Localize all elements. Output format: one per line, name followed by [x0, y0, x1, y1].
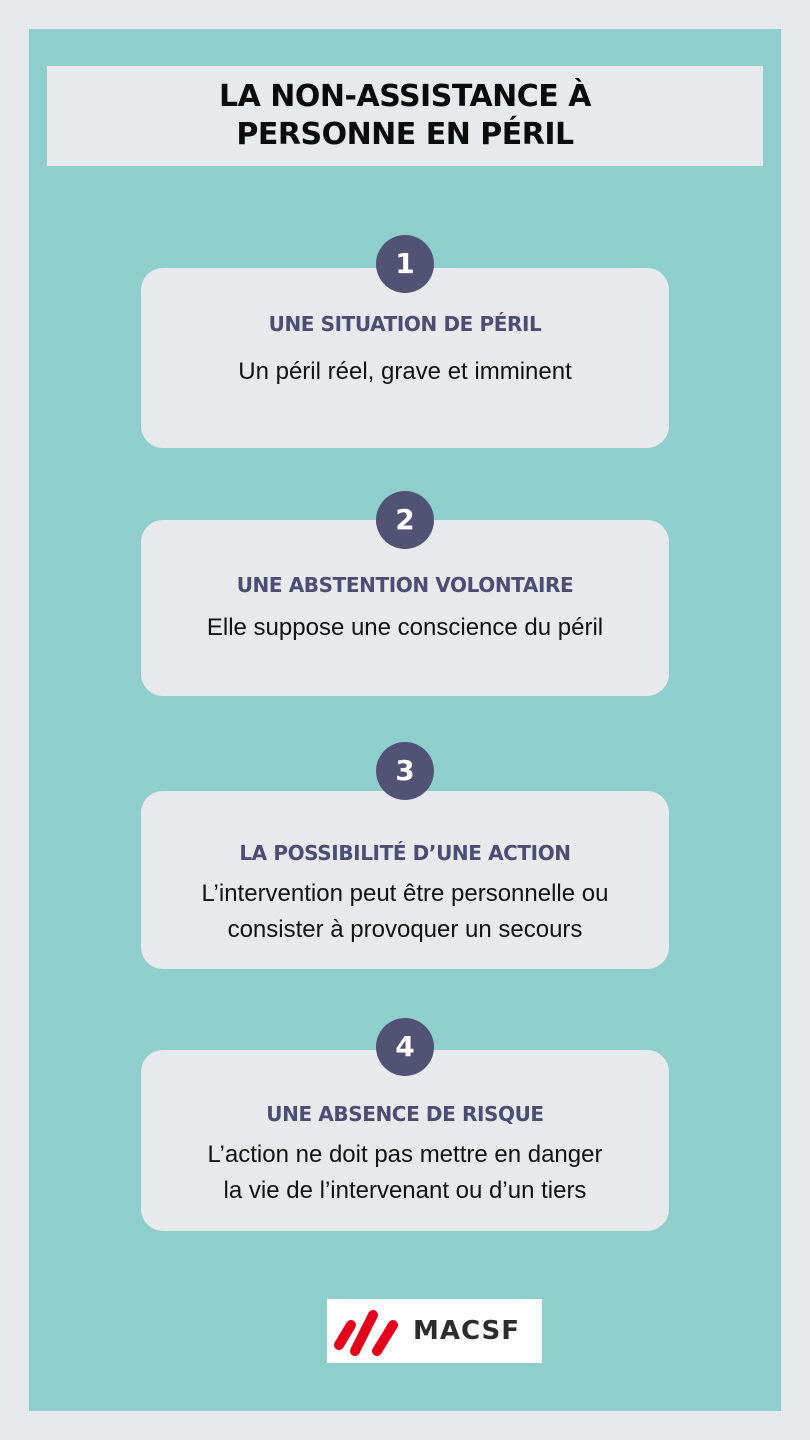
step-description-line: la vie de l’intervenant ou d’un tiers: [223, 1177, 587, 1204]
step-title: UNE ABSENCE DE RISQUE: [266, 1102, 544, 1126]
step-title: LA POSSIBILITÉ D’UNE ACTION: [239, 841, 571, 865]
step-description-line: consister à provoquer un secours: [227, 916, 583, 943]
macsf-logo: [327, 1299, 542, 1363]
step-description-line: Elle suppose une conscience du péril: [206, 614, 604, 641]
step-number-badge-4: 4: [376, 1018, 434, 1076]
page-title-line-1: LA NON-ASSISTANCE À: [219, 79, 591, 114]
step-card-3: [141, 791, 669, 969]
step-description-line: L’action ne doit pas mettre en danger: [207, 1141, 603, 1168]
logo-text: MACSF: [413, 1316, 521, 1346]
title-box: [47, 66, 763, 166]
step-description-line: L’intervention peut être personnelle ou: [201, 880, 609, 907]
step-number-badge-3: 3: [376, 742, 434, 800]
step-title: UNE ABSTENTION VOLONTAIRE: [236, 573, 574, 597]
step-description-line: Un péril réel, grave et imminent: [238, 358, 572, 385]
step-description: [151, 876, 659, 948]
step-description: [151, 610, 659, 646]
step-title: UNE SITUATION DE PÉRIL: [268, 312, 542, 336]
macsf-logo-icon: [331, 1305, 411, 1359]
step-card-1: [141, 268, 669, 448]
step-description: [151, 1137, 659, 1209]
step-description: [151, 354, 659, 390]
step-number-badge-1: 1: [376, 235, 434, 293]
step-number-badge-2: 2: [376, 491, 434, 549]
step-card-4: [141, 1050, 669, 1231]
page-title-line-2: PERSONNE EN PÉRIL: [236, 117, 574, 152]
